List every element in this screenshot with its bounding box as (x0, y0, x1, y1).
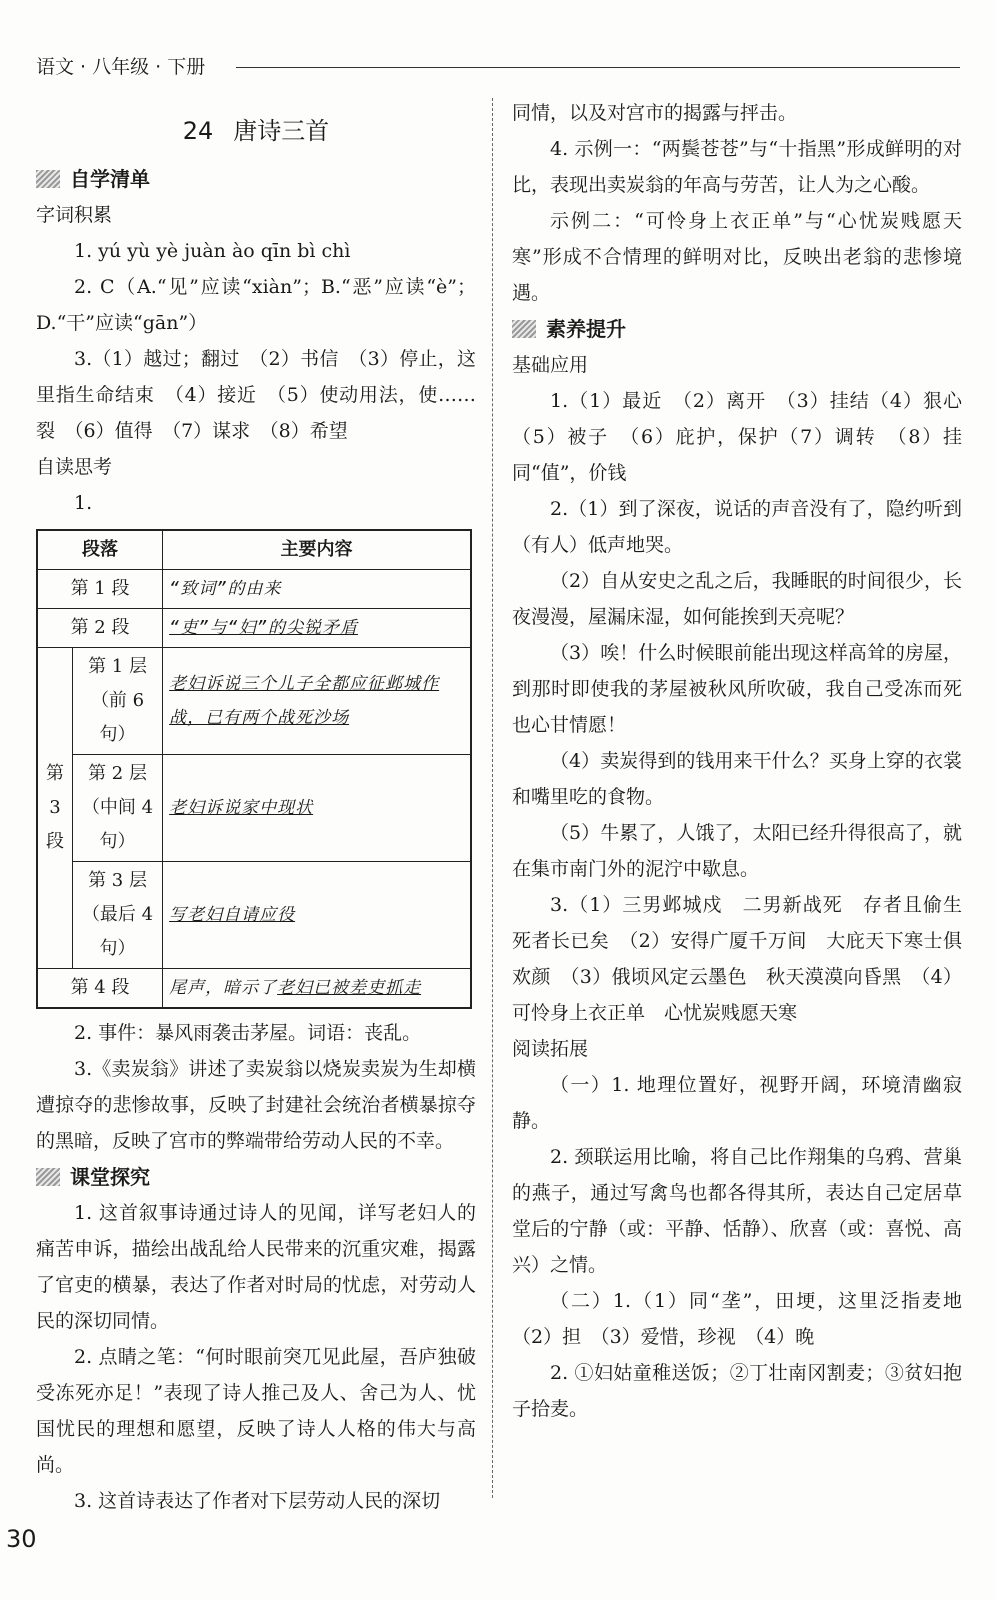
section-mark-icon (512, 320, 536, 338)
column-divider (492, 98, 493, 1498)
section-heading-class-inquiry: 课堂探究 (36, 1159, 476, 1195)
section-heading-self-study: 自学清单 (36, 161, 476, 197)
running-header (36, 52, 960, 82)
section-mark-icon (36, 170, 60, 188)
extension-answer-2: 2. 颈联运用比喻，将自己比作翔集的乌鸦、营巢的燕子，通过写禽鸟也都各得其所，表达自己定居草堂后的宁静（或：平静、恬静）、欣喜（或：喜悦、高兴）之情。 (512, 1146, 962, 1276)
subheading-basic-application: 基础应用 (512, 354, 589, 376)
inquiry-answer-2: 2. 点睛之笔：“何时眼前突兀见此屋，吾庐独破受冻死亦足！”表现了诗人推己及人、舍己为人、忧国忧民的理想和愿望，反映了诗人人格的伟大与高尚。 (36, 1346, 476, 1476)
table-row: 第 4 段 尾声，暗示了老妇已被差吏抓走 (37, 969, 471, 1009)
example-one: 4. 示例一：“两鬓苍苍”与“十指黑”形成鲜明的对比，表现出卖炭翁的年高与劳苦，让人为之心酸。 (512, 138, 962, 196)
table-row: 第 3 层 （最后 4 句） 写老妇自请应役 (37, 862, 471, 969)
extension-answer-4: 2. ①妇姑童稚送饭；②丁壮南冈割麦；③贫妇抱子拾麦。 (512, 1362, 962, 1420)
inquiry-answer-1: 1. 这首叙事诗通过诗人的见闻，详写老妇人的痛苦申诉，描绘出战乱给人民带来的沉重灾难，揭露了官吏的横暴，表达了作者对时局的忧虑，对劳动人民的深切同情。 (36, 1202, 476, 1332)
table-row: 第 1 段 “致词”的由来 (37, 570, 471, 609)
answer-summary: 3.《卖炭翁》讲述了卖炭翁以烧炭卖炭为生却横遭掠夺的悲惨故事，反映了封建社会统治者横暴掠夺的黑暗，反映了宫市的弊端带给劳动人民的不幸。 (36, 1058, 476, 1152)
page-number: 30 (6, 1525, 37, 1553)
header-rule (236, 67, 960, 68)
table-cell-section-3: 第3段 (37, 648, 73, 969)
table-row: 第 2 段 “吏”与“妇”的尖锐矛盾 (37, 609, 471, 648)
basic-answer-3: 3.（1）三男邺城戍 二男新战死 存者且偷生 死者长已矣 （2）安得广厦千万间 大庇天下寒士俱欢颜 （3）俄顷风定云墨色 秋天漠漠向昏黑 （4）可怜身上衣正单 心忧炭贱愿天寒 (512, 894, 982, 1024)
table-header-paragraph: 段落 (37, 530, 163, 570)
table-row: 第3段 第 1 层 （前 6 句） 老妇诉说三个儿子全都应征邺城作战，已有两个战死沙场 (37, 648, 471, 755)
inquiry-answer-3: 3. 这首诗表达了作者对下层劳动人民的深切 (74, 1490, 441, 1512)
lesson-number: 24 (182, 117, 214, 145)
left-column (36, 95, 476, 1519)
subheading-reading-extension: 阅读拓展 (512, 1038, 589, 1060)
header-text: 语文 · 八年级 · 下册 (36, 56, 206, 78)
continued-text: 同情，以及对宫市的揭露与抨击。 (512, 102, 798, 124)
answer-definitions: 3.（1）越过；翻过 （2）书信 （3）停止，这里指生命结束 （4）接近 （5）使动用法，使……裂 （6）值得 （7）谋求 （8）希望 (36, 348, 476, 442)
subheading-vocabulary: 字词积累 (36, 204, 113, 226)
extension-answer-3: （二）1.（1）同“垄”，田埂，这里泛指麦地 （2）担 （3）爱惜，珍视 （4）晚 (512, 1290, 982, 1348)
table-intro: 1. (74, 492, 93, 514)
lesson-title (36, 111, 476, 151)
basic-answer-2b: （2）自从安史之乱之后，我睡眠的时间很少，长夜漫漫，屋漏床湿，如何能挨到天亮呢？ (512, 570, 962, 628)
answer-choice: 2. C（A.“见”应读“xiàn”；B.“恶”应读“è”；D.“干”应读“gān”） (36, 276, 476, 334)
subheading-reading-thinking: 自读思考 (36, 456, 113, 478)
basic-answer-1: 1.（1）最近 （2）离开 （3）挂结（4）狠心 （5）被子 （6）庇护，保护（7）调转 （8）挂 同“值”，价钱 (512, 390, 982, 484)
right-column (512, 95, 982, 1427)
table-header-content: 主要内容 (163, 530, 471, 570)
answer-event: 2. 事件：暴风雨袭击茅屋。词语：丧乱。 (74, 1022, 422, 1044)
lesson-name: 唐诗三首 (233, 117, 330, 145)
basic-answer-2d: （4）卖炭得到的钱用来干什么？买身上穿的衣裳和嘴里吃的食物。 (512, 750, 962, 808)
example-two: 示例二：“可怜身上衣正单”与“心忧炭贱愿天寒”形成不合情理的鲜明对比，反映出老翁的悲惨境遇。 (512, 210, 962, 304)
structure-table (36, 529, 472, 1009)
section-heading-improvement: 素养提升 (512, 311, 962, 347)
answer-pinyin: 1. yú yù yè juàn ào qīn bì chì (74, 240, 351, 262)
extension-answer-1: （一）1. 地理位置好，视野开阔，环境清幽寂静。 (512, 1074, 962, 1132)
table-row: 第 2 层 （中间 4 句） 老妇诉说家中现状 (37, 755, 471, 862)
basic-answer-2e: （5）牛累了，人饿了，太阳已经升得很高了，就在集市南门外的泥泞中歇息。 (512, 822, 962, 880)
basic-answer-2c: （3）唉！什么时候眼前能出现这样高耸的房屋，到那时即使我的茅屋被秋风所吹破，我自己受冻而死也心甘情愿！ (512, 642, 962, 736)
basic-answer-2a: 2.（1）到了深夜，说话的声音没有了，隐约听到（有人）低声地哭。 (512, 498, 962, 556)
section-mark-icon (36, 1168, 60, 1186)
